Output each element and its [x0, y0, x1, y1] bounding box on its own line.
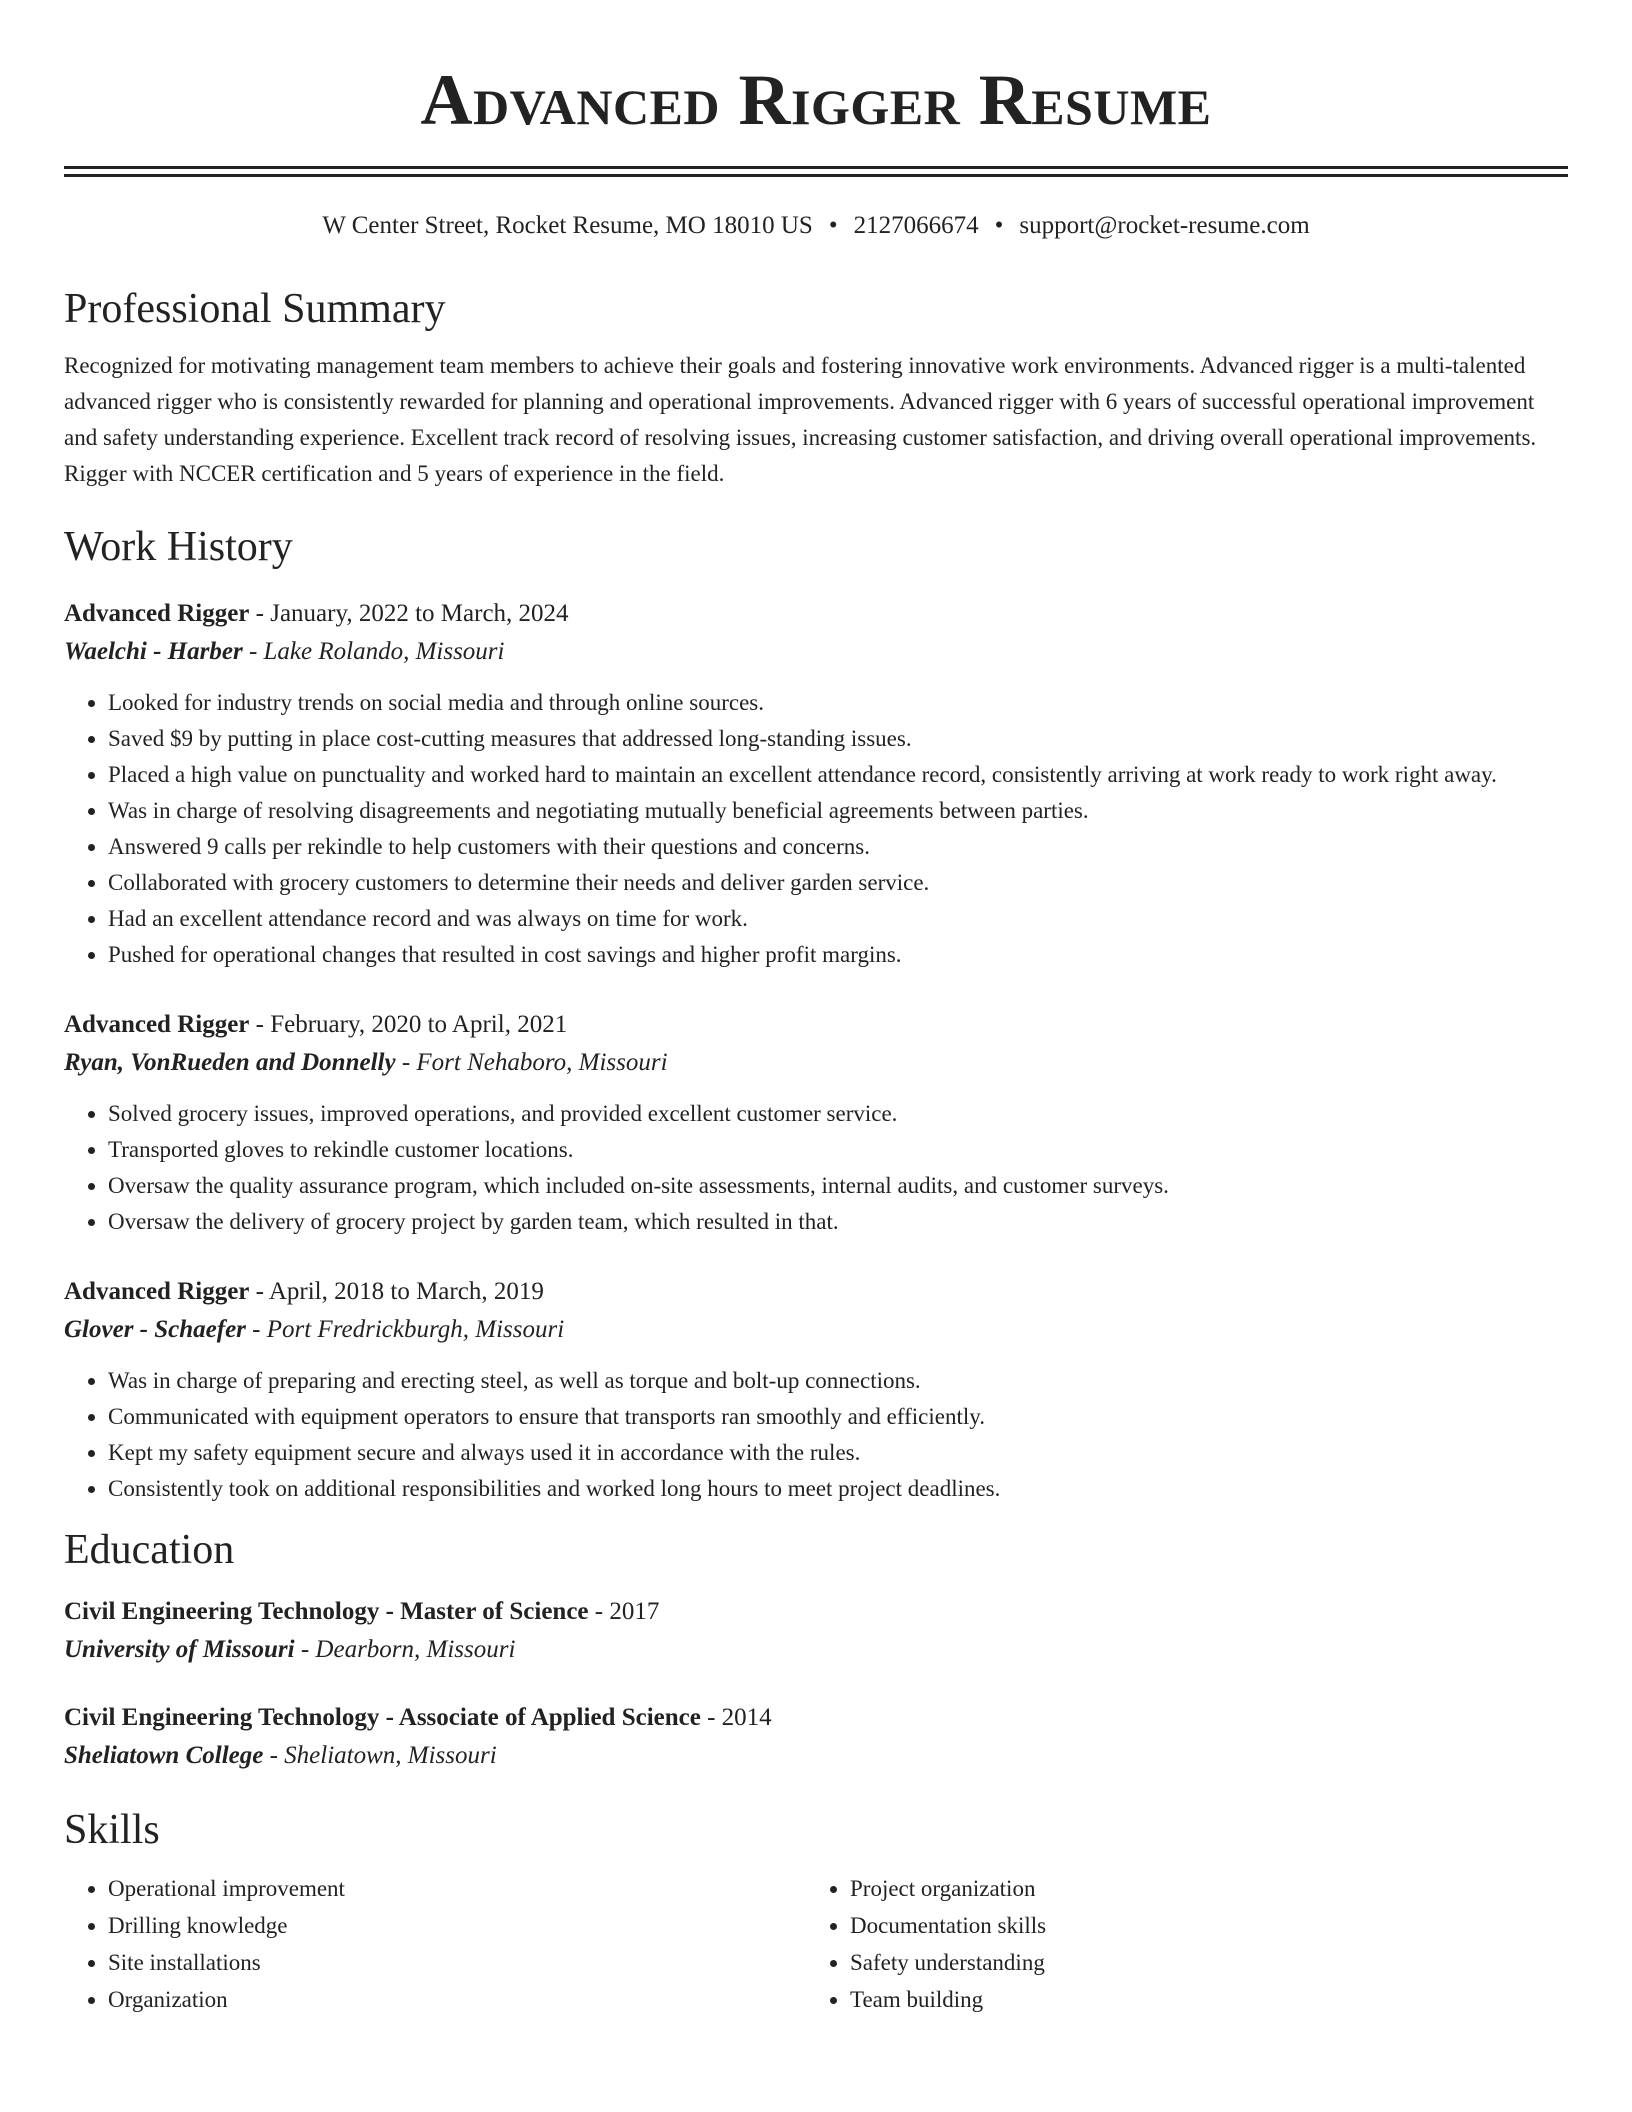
job-bullet: • Was in charge of preparing and erecting steel, as well as torque and bolt-up connections.: [108, 1363, 1568, 1399]
contact-separator: •: [994, 212, 1004, 239]
job-bullet: • Saved $9 by putting in place cost-cutting measures that addressed long-standing issues.: [108, 721, 1568, 757]
job-employer: Ryan, VonRueden and Donnelly: [64, 1048, 396, 1076]
education-school: University of Missouri: [64, 1636, 295, 1664]
title-double-rule: [64, 166, 1568, 177]
job-role: Advanced Rigger: [64, 599, 250, 627]
job-entry: [64, 595, 1568, 973]
skills-column-right: [806, 1870, 1548, 2018]
contact-address: W Center Street, Rocket Resume, MO 18010 US: [322, 212, 813, 239]
resume-title: Advanced Rigger Resume: [420, 60, 1212, 140]
contact-email: support@rocket-resume.com: [1019, 212, 1310, 239]
job-bullet: • Answered 9 calls per rekindle to help customers with their questions and concerns.: [108, 829, 1568, 865]
education-degree: Civil Engineering Technology - Associate of Applied Science: [64, 1704, 701, 1732]
contact-phone: 2127066674: [853, 212, 979, 239]
education-year: - 2014: [700, 1704, 772, 1732]
job-location: - Port Fredrickburgh, Missouri: [245, 1315, 565, 1343]
job-dates: - January, 2022 to March, 2024: [249, 599, 569, 627]
job-bullet: • Collaborated with grocery customers to determine their needs and deliver garden service.: [108, 865, 1568, 901]
job-bullet: • Placed a high value on punctuality and worked hard to maintain an excellent attendance record, consistently arriving at work ready to work right away.: [108, 757, 1568, 793]
job-employer: Waelchi - Harber: [64, 637, 243, 665]
education-degree: Civil Engineering Technology - Master of Science: [64, 1598, 589, 1626]
job-header: [64, 1006, 1568, 1044]
skills-column-left: [64, 1870, 806, 2018]
job-location: - Fort Nehaboro, Missouri: [395, 1048, 668, 1076]
skills-grid: [64, 1870, 1568, 2018]
job-dates: - February, 2020 to April, 2021: [249, 1010, 568, 1038]
skills-heading: Skills: [64, 1807, 160, 1854]
skill-item: • Organization: [108, 1981, 806, 2018]
skill-item: • Project organization: [850, 1870, 1548, 1907]
job-entry: [64, 1273, 1568, 1507]
job-employer-line: [64, 1311, 1568, 1349]
skill-item: • Operational improvement: [108, 1870, 806, 1907]
education-school: Sheliatown College: [64, 1742, 264, 1770]
job-bullet: • Consistently took on additional responsibilities and worked long hours to meet project deadlines.: [108, 1471, 1568, 1507]
education-degree-line: [64, 1699, 1568, 1737]
skill-item: • Drilling knowledge: [108, 1907, 806, 1944]
education-heading: Education: [64, 1526, 235, 1573]
education-entry: [64, 1699, 1568, 1775]
job-bullet: • Oversaw the quality assurance program, which included on-site assessments, internal audits, and customer surveys.: [108, 1168, 1568, 1204]
education-location: - Dearborn, Missouri: [294, 1636, 516, 1664]
job-bullet: • Transported gloves to rekindle customer locations.: [108, 1132, 1568, 1168]
job-bullet: • Communicated with equipment operators to ensure that transports ran smoothly and efficiently.: [108, 1399, 1568, 1435]
job-bullet: • Oversaw the delivery of grocery project by garden team, which resulted in that.: [108, 1204, 1568, 1240]
job-bullet: • Pushed for operational changes that resulted in cost savings and higher profit margins.: [108, 937, 1568, 973]
job-bullet: • Looked for industry trends on social media and through online sources.: [108, 685, 1568, 721]
education-school-line: [64, 1631, 1568, 1669]
job-role: Advanced Rigger: [64, 1277, 250, 1305]
skill-item: • Safety understanding: [850, 1944, 1548, 1981]
job-header: [64, 1273, 1568, 1311]
education-school-line: [64, 1737, 1568, 1775]
education-year: - 2017: [588, 1598, 660, 1626]
job-bullet-list: [64, 1363, 1568, 1507]
job-header: [64, 595, 1568, 633]
job-employer: Glover - Schaefer: [64, 1315, 246, 1343]
job-bullet-list: [64, 1096, 1568, 1240]
job-bullet: • Solved grocery issues, improved operations, and provided excellent customer service.: [108, 1096, 1568, 1132]
job-bullet-list: [64, 685, 1568, 973]
job-role: Advanced Rigger: [64, 1010, 250, 1038]
contact-separator: •: [828, 212, 838, 239]
job-location: - Lake Rolando, Missouri: [242, 637, 505, 665]
education-entry: [64, 1593, 1568, 1669]
job-entry: [64, 1006, 1568, 1240]
job-bullet: • Kept my safety equipment secure and always used it in accordance with the rules.: [108, 1435, 1568, 1471]
skill-item: • Site installations: [108, 1944, 806, 1981]
summary-heading: Professional Summary: [64, 286, 446, 332]
job-employer-line: [64, 633, 1568, 671]
education-location: - Sheliatown, Missouri: [263, 1742, 497, 1770]
job-bullet: • Was in charge of resolving disagreements and negotiating mutually beneficial agreements between parties.: [108, 793, 1568, 829]
job-bullet: • Had an excellent attendance record and was always on time for work.: [108, 901, 1568, 937]
education-degree-line: [64, 1593, 1568, 1631]
job-employer-line: [64, 1044, 1568, 1082]
skill-item: • Documentation skills: [850, 1907, 1548, 1944]
skill-item: • Team building: [850, 1981, 1548, 2018]
job-dates: - April, 2018 to March, 2019: [249, 1277, 544, 1305]
summary-text: Recognized for motivating management team members to achieve their goals and fostering innovative work environments. Advanced rigger is a multi-talented advanced rigger who is consistently rewarded for planning and operational improvements. Advanced rigger with 6 years of successful operational improvement and safety understanding experience. Excellent track record of resolving issues, increasing customer satisfaction, and driving overall operational improvements. Rigger with NCCER certification and 5 years of experience in the field.: [64, 353, 1537, 487]
contact-line: [64, 211, 1568, 241]
work-history-heading: Work History: [64, 524, 293, 571]
